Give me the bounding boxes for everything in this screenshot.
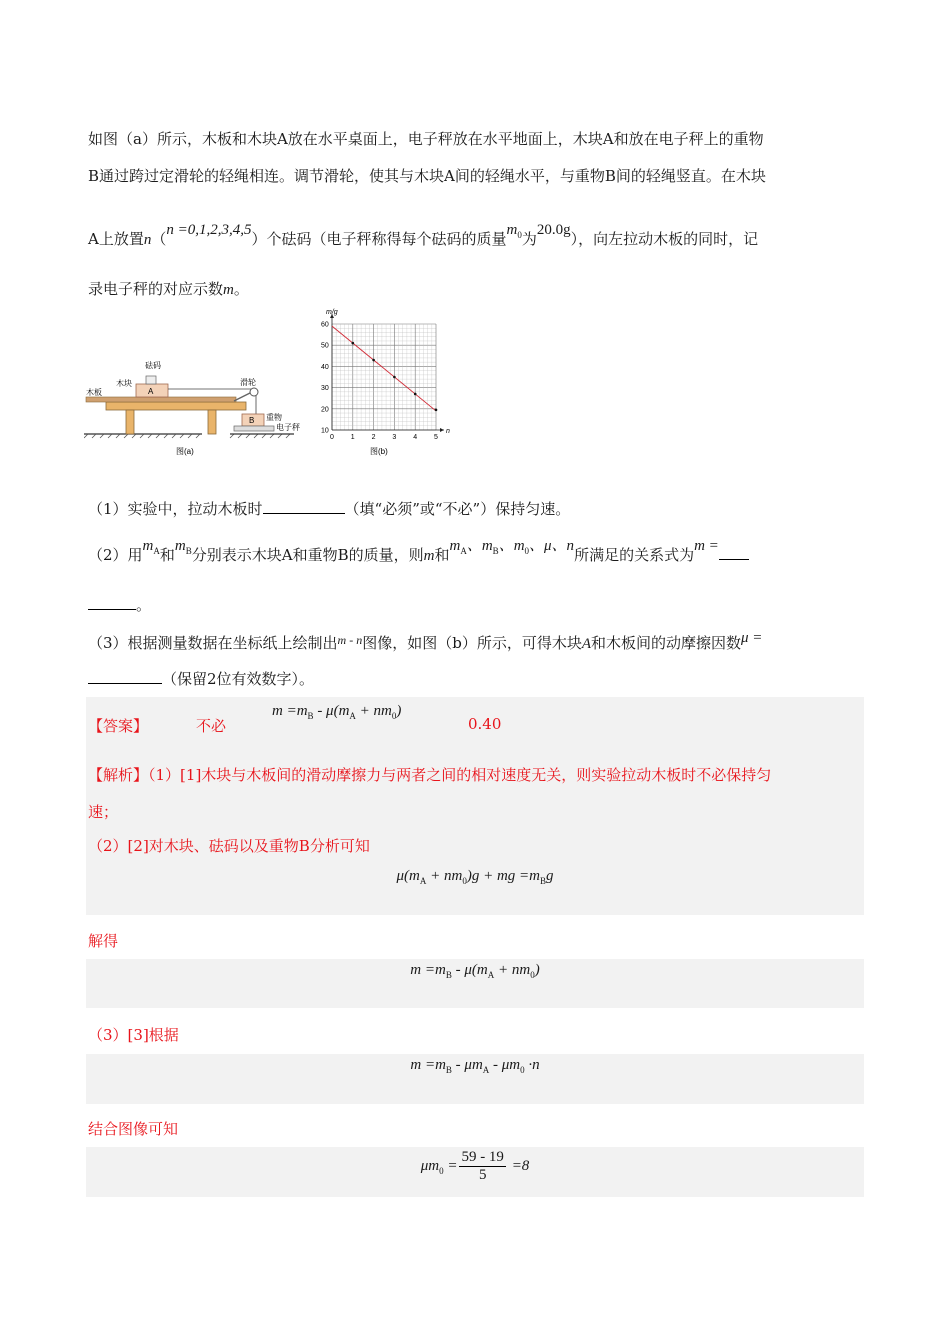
x-tick-label: 4 xyxy=(413,434,418,441)
text: 分别表示木块A和重物B的质量，则 xyxy=(191,546,424,564)
text: （1）实验中，拉动木板时 xyxy=(88,500,263,518)
text: ），向左拉动木板的同时，记 xyxy=(570,230,759,248)
text: （2）用 xyxy=(88,546,143,564)
m-variable: m xyxy=(223,282,234,298)
text: 和 xyxy=(434,546,450,564)
variable-list: $m_A$、$m_B$、$m_0$、μ、n xyxy=(449,538,575,556)
label-heavy: 重物 xyxy=(266,413,282,422)
weight-icon xyxy=(146,376,156,384)
chart-ticks xyxy=(321,322,438,442)
y-tick-label: 40 xyxy=(321,363,329,371)
x-tick-label: 5 xyxy=(434,434,438,441)
question-line-2: B通过跨过定滑轮的轻绳相连。调节滑轮，使其与木块A间的轻绳水平，与重物B间的轻绳竖直。在木块 xyxy=(88,167,766,185)
a-variable: A xyxy=(581,636,591,652)
table-leg-right xyxy=(208,410,216,434)
board xyxy=(86,397,236,402)
equation-4: $\mu m_0$ = $\frac{59 - 19}{5}$ =8 xyxy=(420,1149,530,1183)
table-top xyxy=(106,402,246,410)
question-2-continued xyxy=(88,594,151,615)
m0-symbol: $m_0$ xyxy=(506,222,522,240)
text: （ xyxy=(151,230,167,248)
y-tick-label: 50 xyxy=(321,342,329,350)
question-3 xyxy=(88,632,762,653)
scale-icon xyxy=(234,426,274,431)
analysis-line-1b: 速； xyxy=(88,803,119,821)
text: （填“必须”或“不必”）保持匀速。 xyxy=(344,500,571,518)
answer-label: 【答案】 xyxy=(88,717,149,735)
mu-equals: μ = xyxy=(741,630,763,646)
analysis-line-3: （3）[3]根据 xyxy=(88,1026,179,1044)
figure-b-caption: 图(b) xyxy=(370,447,388,456)
y-tick-label: 20 xyxy=(321,406,329,414)
m-variable: m xyxy=(423,548,435,564)
pulley-arm xyxy=(234,392,252,401)
y-tick-label: 60 xyxy=(321,321,329,329)
pulley-icon xyxy=(250,388,258,396)
question-line-1: 如图（a）所示，木板和木块A放在水平桌面上，电子秤放在水平地面上，木块A和放在电子秤上的重物 xyxy=(88,130,764,148)
text: 录电子秤的对应示数 xyxy=(88,280,224,298)
analysis-line-1 xyxy=(88,764,771,785)
fit-line xyxy=(332,326,436,411)
m-equals: m = xyxy=(694,538,719,554)
x-tick-label: 0 xyxy=(330,434,334,441)
x-axis-label: n xyxy=(446,428,450,435)
data-point xyxy=(372,359,375,362)
x-axis-arrow xyxy=(440,428,444,432)
apparatus-figure xyxy=(84,352,306,460)
n-values-formula: n =0,1,2,3,4,5 xyxy=(166,222,252,238)
label-weight: 砝码 xyxy=(145,361,161,370)
question-line-3 xyxy=(88,222,759,250)
answer-2-formula: $m =m_B - \mu(m_A + nm_0)$ xyxy=(272,703,402,721)
data-point xyxy=(435,409,438,412)
analysis-label: 【解析】 xyxy=(88,766,149,784)
text: 为 xyxy=(521,230,537,248)
question-3-continued xyxy=(88,668,314,689)
text: 。 xyxy=(136,596,152,614)
label-a: A xyxy=(148,387,154,396)
y-tick-label: 30 xyxy=(321,385,329,393)
answer-blank-2b[interactable] xyxy=(88,595,136,610)
figure-a-caption: 图(a) xyxy=(176,447,194,456)
data-point xyxy=(352,342,355,345)
equation-1: $\mu(m_A + nm_0)g$ + mg $=m_Bg$ xyxy=(396,868,554,886)
n-variable: n xyxy=(143,232,152,248)
data-point xyxy=(393,376,396,379)
text: （保留2位有效数字）。 xyxy=(162,670,315,688)
question-2 xyxy=(88,538,749,566)
text: 所满足的关系式为 xyxy=(574,546,695,564)
y-axis-label: m/g xyxy=(326,309,338,316)
label-b: B xyxy=(249,416,255,425)
equation-3: $m =m_B - \mu m_A - \mu m_0 \cdot n$ xyxy=(410,1057,540,1075)
answer-blank-3[interactable] xyxy=(88,669,162,684)
equation-2: $m =m_B - \mu(m_A + nm_0)$ xyxy=(410,962,540,980)
text: 。 xyxy=(233,280,249,298)
label-pulley: 滑轮 xyxy=(240,378,256,387)
m-n-symbol: m - n xyxy=(337,633,363,647)
y-tick-label: 10 xyxy=(321,427,329,435)
question-1 xyxy=(88,498,570,519)
text: A上放置 xyxy=(88,230,144,248)
answer-blank-1[interactable] xyxy=(263,499,345,514)
label-scale: 电子秤 xyxy=(276,423,300,432)
data-point xyxy=(414,393,417,396)
text: （3）根据测量数据在坐标纸上绘制出 xyxy=(88,634,338,652)
fraction: $\frac{59 - 19}{5}$ xyxy=(461,1149,504,1183)
x-tick-label: 2 xyxy=(371,434,376,441)
m0-value: 20.0g xyxy=(536,222,571,238)
ground-hatch xyxy=(84,434,290,438)
combine-label: 结合图像可知 xyxy=(88,1120,179,1138)
mB-symbol: $m_B$ xyxy=(174,538,192,556)
label-board: 木板 xyxy=(86,388,102,397)
question-line-4 xyxy=(88,278,249,299)
label-block: 木块 xyxy=(116,379,132,388)
text: 图像，如图（b）所示，可得木块 xyxy=(362,634,582,652)
chart-axes xyxy=(330,314,444,432)
table-leg-left xyxy=(126,410,134,434)
text: 和 xyxy=(159,546,175,564)
x-tick-label: 3 xyxy=(392,434,397,441)
solve-label: 解得 xyxy=(88,932,119,950)
text: ）个砝码（电子秤称得每个砝码的质量 xyxy=(251,230,507,248)
text: 和木板间的动摩擦因数 xyxy=(591,634,742,652)
answer-1: 不必 xyxy=(196,717,227,735)
m-n-chart xyxy=(312,306,457,462)
x-tick-label: 1 xyxy=(350,434,355,441)
chart-grid xyxy=(332,324,436,430)
answer-blank-2a[interactable] xyxy=(719,545,749,560)
analysis-line-2: （2）[2]对木块、砝码以及重物B分析可知 xyxy=(88,837,370,855)
mA-symbol: $m_A$ xyxy=(142,538,160,556)
answer-3: 0.40 xyxy=(468,715,502,733)
text: （1）[1]木块与木板间的滑动摩擦力与两者之间的相对速度无关，则实验拉动木板时不必保持匀 xyxy=(148,766,772,784)
